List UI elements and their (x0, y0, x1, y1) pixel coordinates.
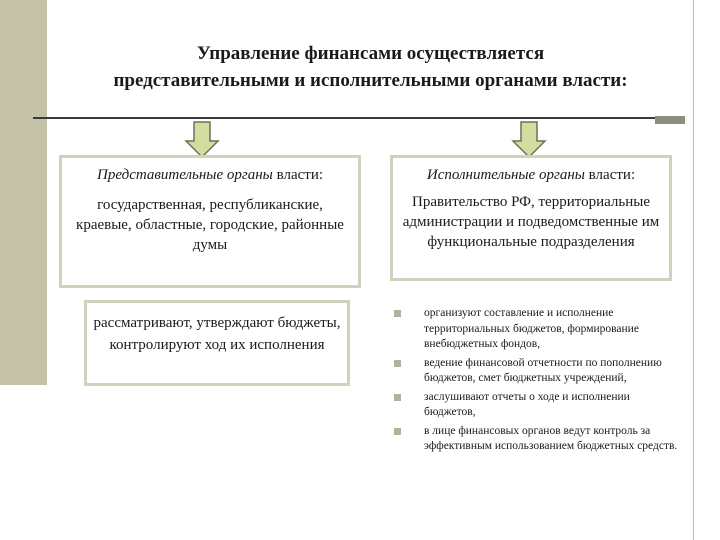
title-line-1: Управление финансами осуществляется (196, 43, 545, 64)
slide-title (48, 40, 693, 94)
bullet-square-icon (394, 310, 401, 317)
bullet-square-icon (394, 428, 401, 435)
representative-heading-italic: Представительные органы (96, 167, 273, 183)
list-item (393, 424, 683, 455)
list-item (393, 356, 683, 387)
arrow-down-right-icon (511, 121, 547, 159)
list-item-text: организуют составление и исполнение территориальных бюджетов, формирование внебюджетных фондов, (424, 307, 639, 350)
representative-bodies-box (59, 155, 361, 288)
title-divider-accent (655, 116, 685, 124)
executive-functions-list (393, 306, 683, 458)
representative-bodies-heading (62, 165, 358, 185)
representative-functions-box (84, 300, 350, 386)
list-item-text: в лице финансовых органов ведут контроль за эффективным использованием бюджетных средств. (424, 424, 678, 452)
list-item (393, 306, 683, 353)
decorative-right-stripe (693, 0, 694, 540)
list-item-text: ведение финансовой отчетности по пополнению бюджетов, смет бюджетных учреждений, (424, 356, 662, 384)
representative-heading-rest: власти: (272, 167, 324, 183)
list-item-text: заслушивают отчеты о ходе и исполнении бюджетов, (424, 390, 630, 418)
arrow-down-left-icon (184, 121, 220, 159)
executive-heading-rest: власти: (584, 167, 636, 183)
bullet-square-icon (394, 360, 401, 367)
decorative-side-bar (0, 0, 47, 385)
bullet-square-icon (394, 394, 401, 401)
representative-bodies-list: государственная, республиканские, краевые, областные, городские, районные думы (76, 197, 344, 253)
executive-heading-italic: Исполнительные органы (426, 167, 585, 183)
executive-bodies-box (390, 155, 672, 281)
executive-bodies-list: Правительство РФ, территориальные администрации и подведомственные им функциональные подразделения (402, 194, 660, 250)
list-item (393, 390, 683, 421)
title-divider (33, 117, 685, 119)
title-line-2: представительными и исполнительными органами власти: (113, 70, 628, 91)
executive-bodies-heading (393, 165, 669, 185)
representative-functions-text: рассматривают, утверждают бюджеты, контролируют ход их исполнения (93, 315, 341, 353)
